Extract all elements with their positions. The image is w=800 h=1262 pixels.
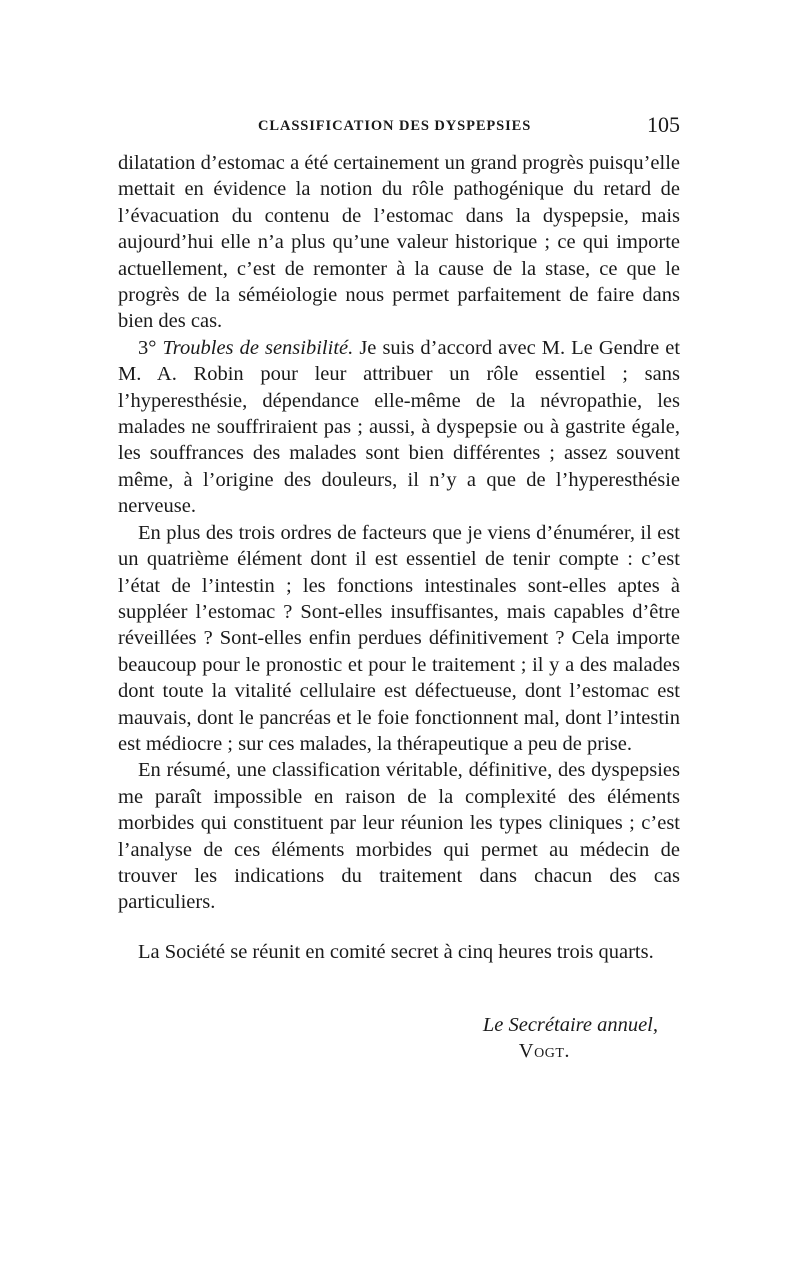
paragraph-intestin: En plus des trois ordres de facteurs que je viens d’énumérer, il est un quatrième élément dont il est essentiel de tenir compte : c’est l’état de l’intestin ; les fonctions intestinales sont-elles aptes à suppléer l’estomac ? Sont-elles insuffisantes, mais capables d’être réveillées ? Sont-elles enfin perdues définitivement ? Cela importe beaucoup pour le pronostic et pour le traitement ; il y a des malades dont toute la vitalité cellulaire est défectueuse, dont l’estomac est mauvais, dont le pancréas et le foie fonctionnent mal, dont l’intestin est médiocre ; sur ces malades, la thérapeutique a peu de prise. xyxy=(118,521,680,755)
paragraph-dilatation: dilatation d’estomac a été certainement un grand progrès puisqu’elle mettait en évidence la notion du rôle pathogénique du retard de l’évacuation du contenu de l’estomac dans la dyspepsie, mais aujourd’hui elle n’a plus qu’une valeur historique ; ce qui importe actuellement, c’est de remonter à la cause de la stase, ce que le progrès de la séméiologie nous permet parfaitement de faire dans bien des cas. xyxy=(118,152,680,333)
body-text xyxy=(118,150,680,965)
section-title: Troubles de sensibilité. xyxy=(162,336,354,359)
paragraph-closing: La Société se réunit en comité secret à cinq heures trois quarts. xyxy=(138,940,654,963)
paragraph-text: Je suis d’accord avec M. Le Gendre et M. A. Robin pour leur attribuer un rôle essentiel ; sans l’hyperesthésie, dépendance elle-même de la névropathie, les malades ne souffriraient pas ; aussi, à dyspepsie ou à gastrite égale, les souffrances des malades sont bien différentes ; assez souvent même, à l’origine des douleurs, il n’y a que de l’hyperesthésie nerveuse. xyxy=(118,336,681,518)
running-head xyxy=(118,112,684,142)
section-number: 3° xyxy=(138,336,157,359)
paragraph-troubles-sensibilite xyxy=(118,335,680,520)
signature-block xyxy=(118,1012,680,1065)
signature-role: Le Secrétaire annuel, xyxy=(482,1014,658,1036)
signature-name: Vogt. xyxy=(518,1040,570,1063)
paragraph-resume: En résumé, une classification véritable, définitive, des dyspepsies me paraît impossible en raison de la complexité des éléments morbides qui constituent par leur réunion les types cliniques ; c’est l’analyse de ces éléments morbides qui permet au médecin de trouver les indications du traitement dans chacun des cas particuliers. xyxy=(118,759,680,914)
running-title: CLASSIFICATION DES DYSPEPSIES xyxy=(258,118,532,134)
page-number: 105 xyxy=(647,112,680,137)
